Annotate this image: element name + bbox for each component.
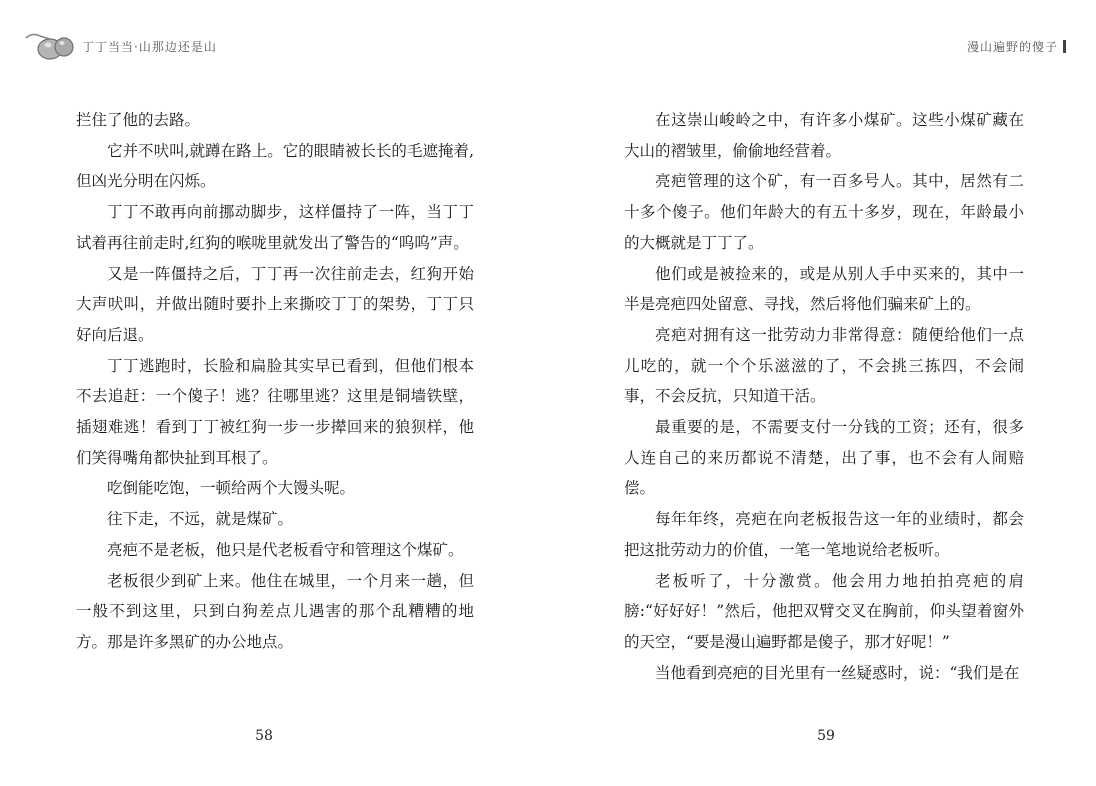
paragraph: 他们或是被捡来的，或是从别人手中买来的，其中一半是亮疤四处留意、寻找，然后将他们骗来矿上的。	[624, 264, 1024, 314]
left-page-body	[76, 105, 474, 658]
gourd-logo-icon	[24, 29, 76, 63]
right-page-body	[624, 105, 1024, 688]
book-title: 漫山遍野的傻子	[966, 40, 1058, 54]
series-title: 丁丁当当·山那边还是山	[82, 39, 217, 54]
paragraph: 吃倒能吃饱，一顿给两个大馒头呢。	[107, 479, 356, 498]
paragraph: 它并不吠叫,就蹲在路上。它的眼睛被长长的毛遮掩着,但凶光分明在闪烁。	[76, 141, 474, 191]
paragraph: 亮疤不是老板，他只是代老板看守和管理这个煤矿。	[107, 540, 464, 559]
paragraph: 老板很少到矿上来。他住在城里，一个月来一趟，但一般不到这里，只到白狗差点儿遇害的那个乱糟糟的地方。那是许多黑矿的办公地点。	[76, 571, 474, 651]
right-page	[548, 0, 1096, 786]
paragraph: 老板听了，十分激赏。他会用力地拍拍亮疤的肩膀:“好好好！”然后，他把双臂交叉在胸前，仰头望着窗外的天空，“要是漫山遍野都是傻子，那才好呢！”	[624, 571, 1024, 651]
paragraph: 亮疤管理的这个矿，有一百多号人。其中，居然有二十多个傻子。他们年龄大的有五十多岁，现在，年龄最小的大概就是丁丁了。	[624, 172, 1024, 252]
paragraph: 最重要的是，不需要支付一分钱的工资；还有，很多人连自己的来历都说不清楚，出了事，也不会有人闹赔偿。	[624, 418, 1024, 498]
paragraph: 拦住了他的去路。	[76, 111, 201, 129]
paragraph: 又是一阵僵持之后，丁丁再一次往前走去，红狗开始大声吠叫，并做出随时要扑上来撕咬丁丁的架势，丁丁只好向后退。	[76, 264, 474, 344]
page-number-right: 59	[817, 728, 835, 744]
paragraph: 往下走，不远，就是煤矿。	[107, 510, 294, 529]
paragraph: 每年年终，亮疤在向老板报告这一年的业绩时，都会把这批劳动力的价值，一笔一笔地说给老板听。	[624, 510, 1024, 559]
paragraph: 在这崇山峻岭之中，有许多小煤矿。这些小煤矿藏在大山的褶皱里，偷偷地经营着。	[624, 111, 1024, 160]
running-header-right	[967, 38, 1066, 55]
page-number-left: 58	[255, 728, 273, 744]
paragraph: 丁丁逃跑时，长脸和扁脸其实早已看到，但他们根本不去追赶：一个傻子！逃？往哪里逃？这里是铜墙铁壁，插翅难逃！看到丁丁被红狗一步一步撵回来的狼狈样，他们笑得嘴角都快扯到耳根了。	[76, 356, 474, 467]
paragraph: 亮疤对拥有这一批劳动力非常得意：随便给他们一点儿吃的，就一个个乐滋滋的了，不会挑三拣四，不会闹事，不会反抗，只知道干活。	[624, 325, 1024, 406]
paragraph: 丁丁不敢再向前挪动脚步，这样僵持了一阵，当丁丁试着再往前走时,红狗的喉咙里就发出了警告的“呜呜”声。	[76, 203, 474, 252]
paragraph: 当他看到亮疤的目光里有一丝疑惑时，说：“我们是在	[655, 663, 1020, 682]
header-bar-icon	[1063, 40, 1066, 53]
running-header-left	[24, 28, 217, 64]
